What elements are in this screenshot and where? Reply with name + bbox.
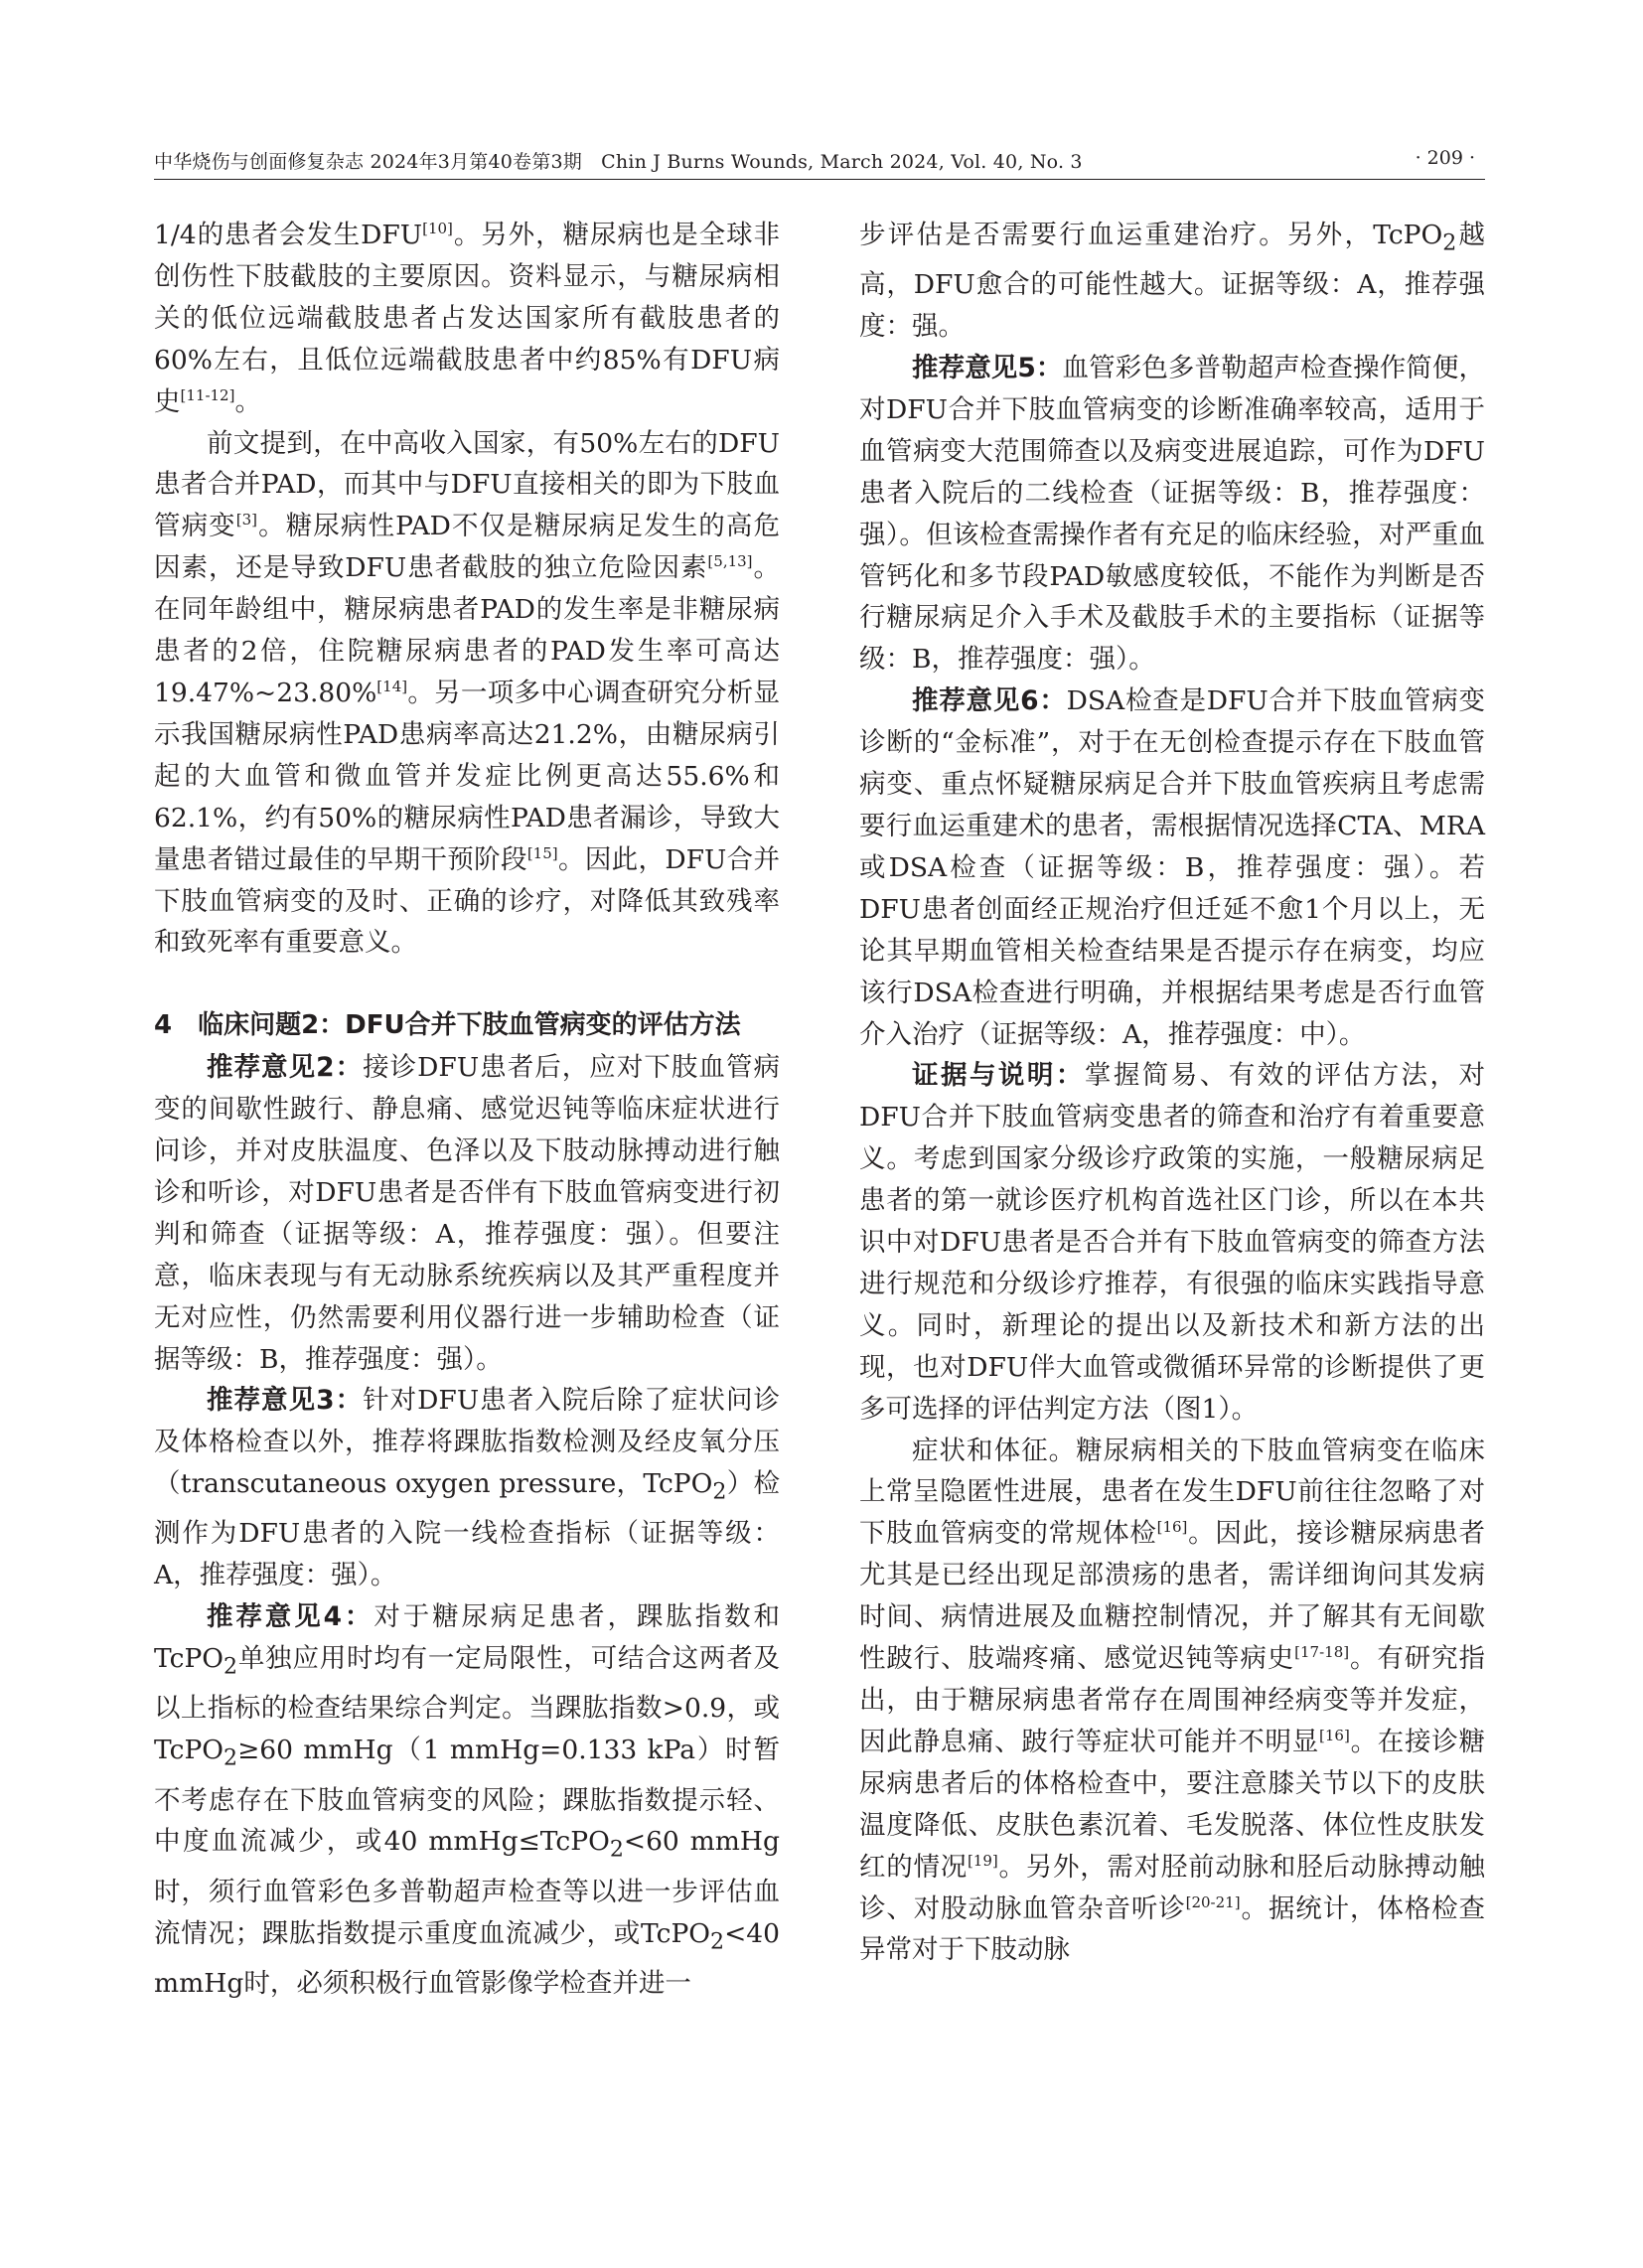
text-run: 掌握简易、有效的评估方法，对DFU合并下肢血管病变患者的筛查和治疗有着重要意义。考虑到国家分级诊疗政策的实施，一般糖尿病足患者的第一就诊医疗机构首选社区门诊，所以在本共识中对DFU患者是否合并有下肢血管病变的筛查方法进行规范和分级诊疗推荐，有很强的临床实践指导意义。同时，新理论的提出以及新技术和新方法的出现，也对DFU伴大血管或微循环异常的诊断提供了更多可选择的评估判定方法（图1）。: [859, 1060, 1486, 1425]
subscript: 2: [224, 1654, 238, 1680]
recommendation-label: 推荐意见2：: [207, 1052, 364, 1084]
evidence-explanation: [859, 1055, 1485, 1430]
text-run: 越高，DFU愈合的可能性越大。证据等级：A，推荐强度：强。: [859, 220, 1486, 343]
text-run: 针对DFU患者入院后除了症状问诊及体格检查以外，推荐将踝肱指数检测及经皮氧分压（transcutaneous oxygen pressure，TcPO: [154, 1385, 780, 1500]
text-run: 。有研究指出，由于糖尿病患者常存在周围神经病变等并发症，因此静息痛、跛行等症状可能并不明显: [859, 1643, 1486, 1757]
text-run: 。另外，糖尿病也是全球非创伤性下肢截肢的主要原因。资料显示，与糖尿病相关的低位远端截肢患者占发达国家所有截肢患者的60%左右，且低位远端截肢患者中约85%有DFU病史: [154, 220, 780, 417]
recommendation-3: [154, 1380, 780, 1596]
text-run: 对于糖尿病足患者，踝肱指数和TcPO: [154, 1601, 780, 1675]
subscript: 2: [712, 1479, 727, 1505]
text-run: 。另一项多中心调查研究分析显示我国糖尿病性PAD患病率高达21.2%，由糖尿病引起的大血管和微血管并发症比例更高达55.6%和62.1%，约有50%的糖尿病性PAD患者漏诊，导致大量患者错过最佳的早期干预阶段: [154, 677, 780, 875]
citation: [16]: [1156, 1518, 1188, 1537]
recommendation-6: [859, 680, 1485, 1055]
text-run: 症状和体征。糖尿病相关的下肢血管病变在临床上常呈隐匿性进展，患者在发生DFU前往往忽略了对下肢血管病变的常规体检: [859, 1435, 1485, 1550]
recommendation-label: 推荐意见5：: [912, 353, 1063, 384]
recommendation-label: 推荐意见6：: [912, 685, 1067, 717]
recommendation-label: 推荐意见3：: [207, 1385, 364, 1417]
text-run: 前文提到，在中高收入国家，有50%左右的DFU患者合并PAD，而其中与DFU直接相关的即为下肢血管病变: [154, 427, 780, 542]
text-run: 。糖尿病性PAD不仅是糖尿病足发生的高危因素，还是导致DFU患者截肢的独立危险因素: [154, 511, 780, 584]
evidence-label: 证据与说明：: [912, 1060, 1085, 1092]
text-run: 单独应用时均有一定局限性，可结合这两者及以上指标的检查结果综合判定。当踝肱指数>0.9，或TcPO: [154, 1643, 780, 1766]
text-run: 接诊DFU患者后，应对下肢血管病变的间歇性跛行、静息痛、感觉迟钝等临床症状进行问诊，并对皮肤温度、色泽以及下肢动脉搏动进行触诊和听诊，对DFU患者是否伴有下肢血管病变进行初判和筛查（证据等级：A，推荐强度：强）。但要注意，临床表现与有无动脉系统疾病以及其严重程度并无对应性，仍然需要利用仪器行进一步辅助检查（证据等级：B，推荐强度：强）。: [154, 1052, 780, 1375]
subscript: 2: [609, 1837, 624, 1863]
recommendation-5: [859, 348, 1485, 680]
citation: [20-21]: [1185, 1892, 1241, 1911]
text-run: 。据统计，体格检查异常对于下肢动脉: [859, 1892, 1486, 1966]
text-run: <40 mmHg时，必须积极行血管影像学检查并进一: [154, 1917, 780, 1999]
page-number: · 209 ·: [1415, 147, 1475, 169]
citation: [15]: [526, 843, 558, 862]
paragraph-continuation: [859, 215, 1485, 348]
text-run: 血管彩色多普勒超声检查操作简便，对DFU合并下肢血管病变的诊断准确率较高，适用于血管病变大范围筛查以及病变进展追踪，可作为DFU患者入院后的二线检查（证据等级：B，推荐强度：强）。但该检查需操作者有充足的临床经验，对严重血管钙化和多节段PAD敏感度较低，不能作为判断是否行糖尿病足介入手术及截肢手术的主要指标（证据等级：B，推荐强度：强）。: [859, 353, 1485, 676]
subscript: 2: [224, 1745, 238, 1771]
section-heading: 4 临床问题2：DFU合并下肢血管病变的评估方法: [154, 1010, 741, 1041]
recommendation-4: [154, 1596, 780, 2004]
citation: [10]: [422, 220, 453, 238]
text-run: 。因此，接诊糖尿病患者尤其是已经出现足部溃疡的患者，需详细询问其发病时间、病情进展及血糖控制情况，并了解其有无间歇性跛行、肢端疼痛、感觉迟钝等病史: [859, 1518, 1486, 1675]
text-run: 。: [234, 385, 261, 417]
text-run: 。在接诊糖尿病患者后的体格检查中，要注意膝关节以下的皮肤温度降低、皮肤色素沉着、毛发脱落、体位性皮肤发红的情况: [859, 1726, 1486, 1883]
text-run: DSA检查是DFU合并下肢血管病变诊断的“金标准”，对于在无创检查提示存在下肢血管病变、重点怀疑糖尿病足合并下肢血管疾病且考虑需要行血运重建术的患者，需根据情况选择CTA、MRA或DSA检查（证据等级：B，推荐强度：强）。若DFU患者创面经正规治疗但迁延不愈1个月以上，无论其早期血管相关检查结果是否提示存在病变，均应该行DSA检查进行明确，并根据结果考虑是否行血管介入治疗（证据等级：A，推荐强度：中）。: [859, 685, 1485, 1050]
subscript: 2: [710, 1928, 725, 1954]
paragraph-pad-prevalence: [154, 423, 780, 965]
paragraph-symptoms-signs: [859, 1431, 1485, 1972]
text-run: 。因此，DFU合并下肢血管病变的及时、正确的诊疗，对降低其致残率和致死率有重要意义。: [154, 843, 781, 959]
left-column: [154, 215, 780, 2005]
text-run: 。另外，需对胫前动脉和胫后动脉搏动触诊、对股动脉血管杂音听诊: [859, 1851, 1486, 1924]
citation: [19]: [967, 1851, 998, 1870]
text-run: <60 mmHg时，须行血管彩色多普勒超声检查等以进一步评估血流情况；踝肱指数提示重度血流减少，或TcPO: [154, 1826, 780, 1949]
citation: [14]: [376, 678, 408, 696]
recommendation-label: 推荐意见4：: [207, 1601, 374, 1633]
text-run: 1/4的患者会发生DFU: [154, 220, 423, 250]
running-header: [154, 139, 1485, 180]
paragraph-dfu-amputation: [154, 215, 780, 423]
citation: [3]: [235, 511, 258, 529]
text-run: ≥60 mmHg（1 mmHg=0.133 kPa）时暂不考虑存在下肢血管病变的风险；踝肱指数提示轻、中度血流减少，或40 mmHg≤TcPO: [154, 1735, 780, 1858]
text-run: 步评估是否需要行血运重建治疗。另外，TcPO: [859, 220, 1443, 250]
right-column: [859, 215, 1485, 1971]
text-run: ）检测作为DFU患者的入院一线检查指标（证据等级：A，推荐强度：强）。: [154, 1468, 781, 1591]
text-run: 。在同年龄组中，糖尿病患者PAD的发生率是非糖尿病患者的2倍，住院糖尿病患者的PAD发生率可高达19.47%~23.80%: [154, 552, 781, 708]
recommendation-2: [154, 1047, 780, 1380]
journal-citation: 中华烧伤与创面修复杂志 2024年3月第40卷第3期 Chin J Burns Wounds, March 2024, Vol. 40, No. 3: [154, 151, 1083, 173]
subscript: 2: [1442, 230, 1457, 256]
citation: [5,13]: [707, 552, 753, 571]
citation: [11-12]: [180, 385, 235, 404]
citation: [16]: [1319, 1727, 1350, 1745]
citation: [17-18]: [1294, 1643, 1350, 1662]
